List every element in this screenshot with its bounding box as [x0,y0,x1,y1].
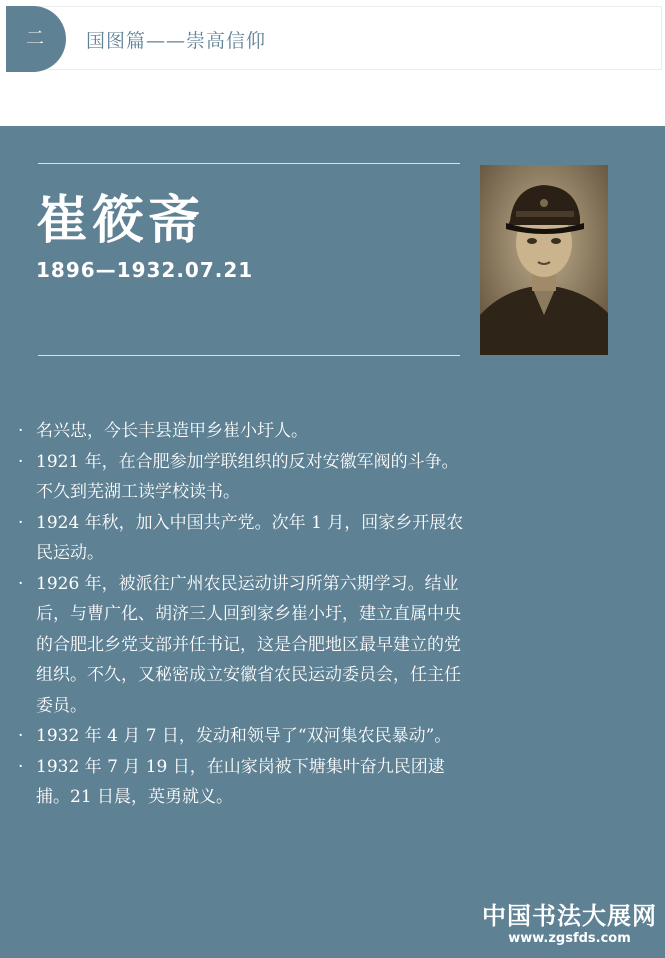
bio-text: 1932 年 7 月 19 日，在山家岗被下塘集叶奋九民团逮捕。21 日晨，英勇就义。 [36,756,445,807]
biography-list [18,416,468,813]
bio-text: 名兴忠，今长丰县造甲乡崔小圩人。 [36,421,308,441]
divider-top [38,163,460,164]
bullet-dot: · [18,756,24,777]
bullet-dot: · [18,726,24,746]
bio-text: 1924 年秋，加入中国共产党。次年 1 月，回家乡开展农民运动。 [36,512,464,563]
section-title: 国图篇——崇高信仰 [86,30,267,52]
bio-item-5 [18,721,468,752]
bio-item-2 [18,447,468,508]
person-name: 崔筱斋 [36,190,205,251]
divider-bottom [38,355,460,356]
section-number-badge: 二 [6,6,66,72]
watermark-url: www.zgsfds.com [508,931,631,946]
bullet-dot: · [18,451,24,472]
lifespan-dates: 1896—1932.07.21 [36,258,254,282]
bio-text: 1926 年，被派往广州农民运动讲习所第六期学习。结业后，与曹广化、胡济三人回到家乡崔小圩，建立直属中央的合肥北乡党支部并任书记，这是合肥地区最早建立的党组织。不久，又秘密成立安徽省农民运动委员会，任主任委员。 [36,573,461,716]
watermark-name: 中国书法大展网 [482,901,657,930]
bio-item-3 [18,508,468,569]
bio-item-4 [18,569,468,722]
bio-text: 1921 年，在合肥参加学联组织的反对安徽军阀的斗争。不久到芜湖工读学校读书。 [36,451,459,502]
bio-item-1 [18,416,468,447]
bullet-dot: · [18,512,24,533]
bio-item-6 [18,752,468,813]
bullet-dot: · [18,573,24,594]
site-watermark [482,896,657,946]
bullet-dot: · [18,421,24,441]
bio-text: 1932 年 4 月 7 日，发动和领导了“双河集农民暴动”。 [36,726,452,746]
portrait-photo-icon [480,165,608,355]
